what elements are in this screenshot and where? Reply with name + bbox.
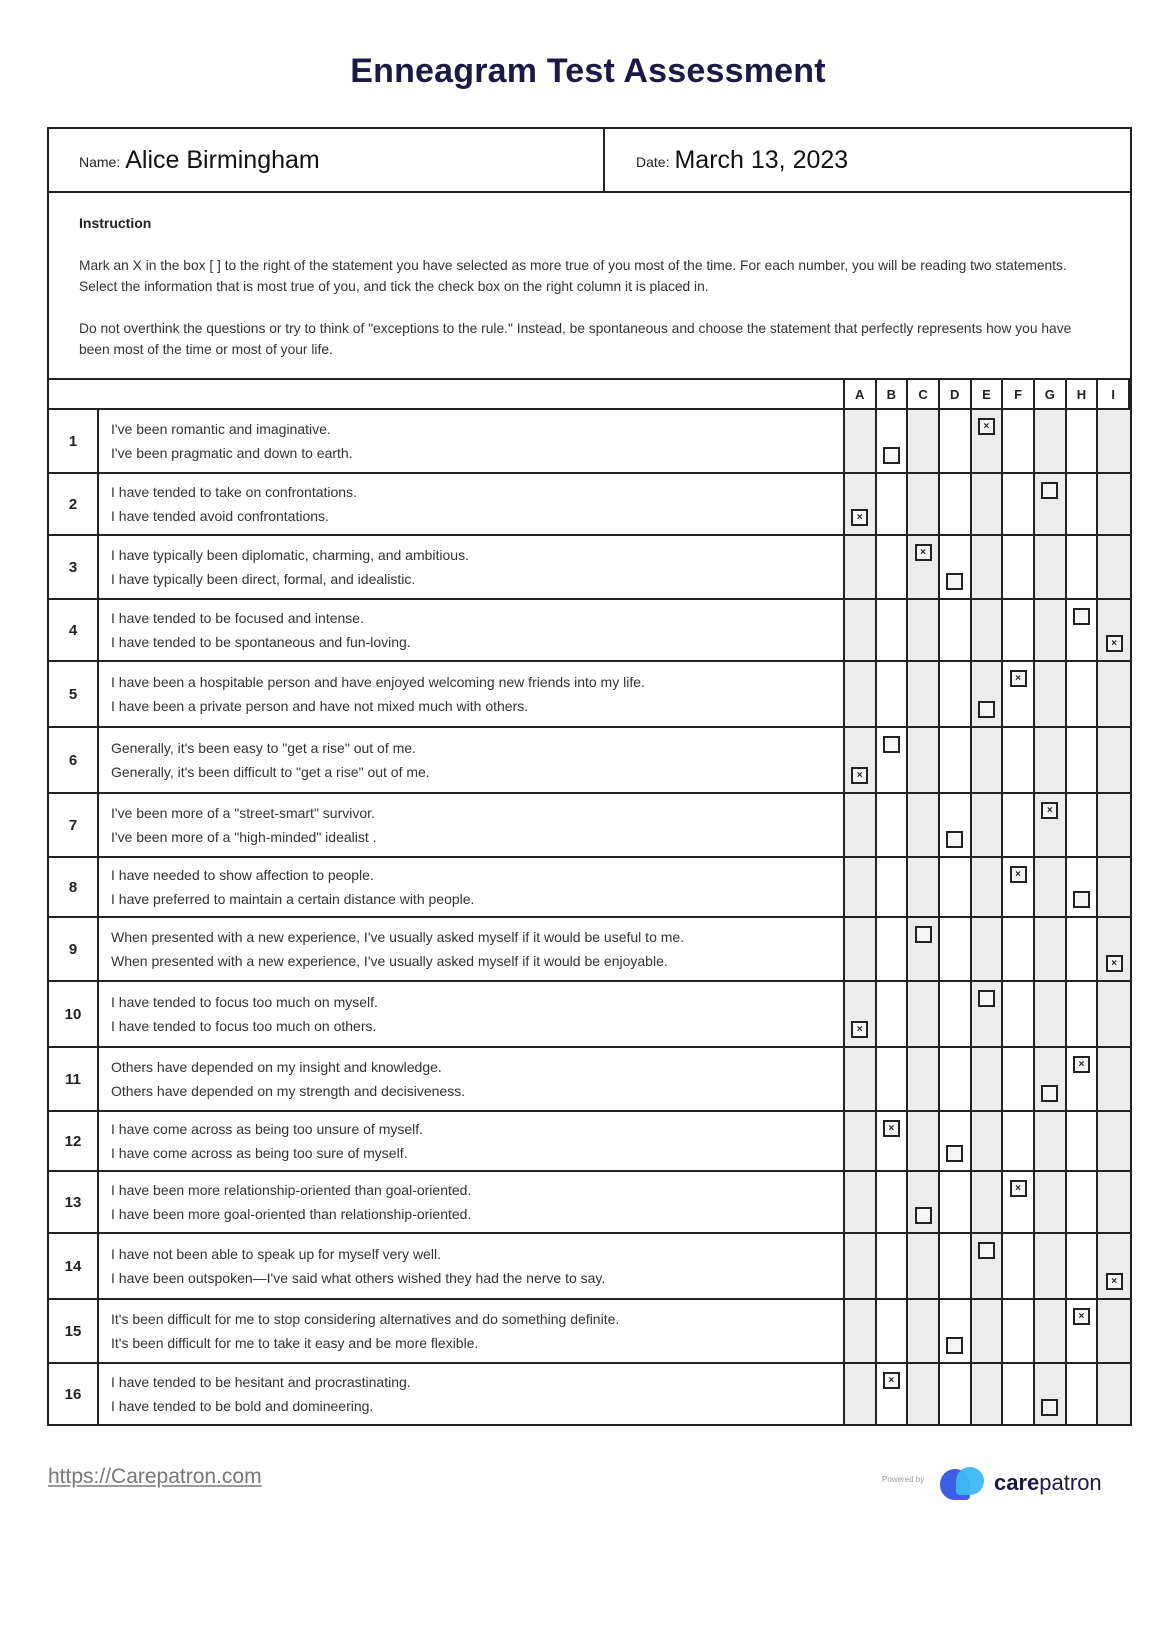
option-cell-f <box>1003 410 1035 474</box>
option-cell-i <box>1098 600 1130 662</box>
option-cell-h <box>1067 410 1099 474</box>
statement-second: It's been difficult for me to take it easy and be more flexible. <box>111 1335 479 1351</box>
option-cell-c <box>908 794 940 858</box>
statement-second: I have been more goal-oriented than relationship-oriented. <box>111 1206 472 1222</box>
instruction-section <box>49 193 1130 380</box>
option-cell-e <box>972 728 1004 794</box>
checked-checkbox-bottom[interactable] <box>1106 955 1123 972</box>
unchecked-checkbox-top[interactable] <box>883 736 900 753</box>
x-mark-icon: × <box>1078 1310 1085 1322</box>
statement-second: I have tended to be spontaneous and fun-loving. <box>111 634 411 650</box>
checked-checkbox-top[interactable] <box>1010 1180 1027 1197</box>
checked-checkbox-top[interactable] <box>915 544 932 561</box>
question-statements <box>99 600 845 662</box>
x-mark-icon: × <box>1046 804 1053 816</box>
unchecked-checkbox-bottom[interactable] <box>883 447 900 464</box>
option-cell-c <box>908 474 940 536</box>
question-statements <box>99 1364 845 1424</box>
question-number: 3 <box>49 536 99 600</box>
statement-second: I have been a private person and have not mixed much with others. <box>111 698 529 714</box>
checked-checkbox-top[interactable] <box>1073 1056 1090 1073</box>
statement-first: I have tended to focus too much on myself. <box>111 994 378 1010</box>
option-cell-b <box>877 982 909 1048</box>
option-cell-d <box>940 410 972 474</box>
option-cell-h <box>1067 536 1099 600</box>
question-number: 6 <box>49 728 99 794</box>
checked-checkbox-bottom[interactable] <box>851 509 868 526</box>
option-cell-a <box>845 1234 877 1300</box>
option-cell-i <box>1098 1172 1130 1234</box>
option-cell-a <box>845 600 877 662</box>
option-cell-g <box>1035 1300 1067 1364</box>
option-cell-g <box>1035 982 1067 1048</box>
column-header-a: A <box>845 380 877 410</box>
statement-first: I have come across as being too unsure of myself. <box>111 1121 424 1137</box>
option-cell-d <box>940 1364 972 1424</box>
checked-checkbox-bottom[interactable] <box>851 767 868 784</box>
unchecked-checkbox-bottom[interactable] <box>1041 1399 1058 1416</box>
question-number: 2 <box>49 474 99 536</box>
checked-checkbox-top[interactable] <box>1041 802 1058 819</box>
carepatron-logo[interactable] <box>940 1466 1102 1500</box>
question-statements <box>99 662 845 728</box>
option-cell-d <box>940 982 972 1048</box>
statement-second: When presented with a new experience, I've usually asked myself if it would be enjoyable. <box>111 953 668 969</box>
statement-first: I have been more relationship-oriented than goal-oriented. <box>111 1182 472 1198</box>
statement-second: I have tended to focus too much on others. <box>111 1018 377 1034</box>
x-mark-icon: × <box>920 546 926 558</box>
question-statements <box>99 474 845 536</box>
option-cell-e <box>972 918 1004 982</box>
option-cell-h <box>1067 1234 1099 1300</box>
option-cell-c <box>908 536 940 600</box>
option-cell-b <box>877 474 909 536</box>
option-cell-f <box>1003 662 1035 728</box>
option-cell-e <box>972 1172 1004 1234</box>
option-cell-b <box>877 1364 909 1424</box>
question-statements <box>99 1172 845 1234</box>
option-cell-f <box>1003 1172 1035 1234</box>
option-cell-e <box>972 1048 1004 1112</box>
option-cell-e <box>972 1234 1004 1300</box>
option-cell-c <box>908 1112 940 1172</box>
option-cell-h <box>1067 728 1099 794</box>
x-mark-icon: × <box>1111 1275 1118 1287</box>
option-cell-i <box>1098 1364 1130 1424</box>
name-label: Name: <box>79 154 121 170</box>
option-cell-i <box>1098 536 1130 600</box>
statement-second: I have tended avoid confrontations. <box>111 508 329 524</box>
option-cell-d <box>940 662 972 728</box>
column-header-h: H <box>1067 380 1099 410</box>
option-cell-c <box>908 1300 940 1364</box>
question-number: 4 <box>49 600 99 662</box>
option-cell-h <box>1067 794 1099 858</box>
option-cell-a <box>845 1172 877 1234</box>
x-mark-icon: × <box>856 1023 863 1035</box>
statement-first: I have tended to be hesitant and procrastinating. <box>111 1374 411 1390</box>
unchecked-checkbox-top[interactable] <box>1041 482 1058 499</box>
checked-checkbox-top[interactable] <box>883 1372 900 1389</box>
option-cell-h <box>1067 474 1099 536</box>
x-mark-icon: × <box>1111 957 1118 969</box>
option-cell-e <box>972 982 1004 1048</box>
x-mark-icon: × <box>856 511 863 523</box>
option-cell-a <box>845 1364 877 1424</box>
column-header-f: F <box>1003 380 1035 410</box>
option-cell-i <box>1098 1048 1130 1112</box>
option-cell-d <box>940 858 972 918</box>
option-cell-g <box>1035 918 1067 982</box>
powered-by-label: Powered by <box>882 1475 925 1484</box>
column-header-d: D <box>940 380 972 410</box>
statement-first: I've been romantic and imaginative. <box>111 421 331 437</box>
option-cell-i <box>1098 1300 1130 1364</box>
question-number: 13 <box>49 1172 99 1234</box>
x-mark-icon: × <box>1015 1182 1022 1194</box>
option-cell-g <box>1035 662 1067 728</box>
unchecked-checkbox-bottom[interactable] <box>946 1337 963 1354</box>
instruction-paragraph: Mark an X in the box [ ] to the right of the statement you have selected as more true of you most of the time. For each number, you will be reading two statements. Select the information that is most true of you, and tick the check box on the right column it is placed in. <box>79 258 1067 294</box>
option-cell-c <box>908 662 940 728</box>
date-label: Date: <box>636 154 670 170</box>
question-statements <box>99 1234 845 1300</box>
x-mark-icon: × <box>888 1122 895 1134</box>
column-header-g: G <box>1035 380 1067 410</box>
option-cell-f <box>1003 1234 1035 1300</box>
option-cell-b <box>877 1172 909 1234</box>
question-number: 8 <box>49 858 99 918</box>
option-cell-a <box>845 1048 877 1112</box>
option-cell-g <box>1035 1364 1067 1424</box>
option-cell-f <box>1003 1112 1035 1172</box>
statement-first: I have tended to take on confrontations. <box>111 484 357 500</box>
x-mark-icon: × <box>1015 868 1022 880</box>
carepatron-wordmark: carepatron <box>994 1470 1102 1495</box>
option-cell-f <box>1003 1364 1035 1424</box>
option-cell-f <box>1003 474 1035 536</box>
statement-second: I have tended to be bold and domineering. <box>111 1398 374 1414</box>
column-header-b: B <box>877 380 909 410</box>
option-cell-a <box>845 982 877 1048</box>
instruction-title: Instruction <box>79 215 152 231</box>
checked-checkbox-bottom[interactable] <box>1106 1273 1123 1290</box>
option-cell-a <box>845 794 877 858</box>
option-cell-e <box>972 474 1004 536</box>
checked-checkbox-top[interactable] <box>1010 670 1027 687</box>
option-cell-a <box>845 1112 877 1172</box>
option-cell-g <box>1035 536 1067 600</box>
statement-second: Generally, it's been difficult to "get a rise" out of me. <box>111 764 430 780</box>
option-cell-e <box>972 1112 1004 1172</box>
option-cell-d <box>940 728 972 794</box>
statement-second: I have come across as being too sure of myself. <box>111 1145 408 1161</box>
option-cell-b <box>877 794 909 858</box>
option-cell-e <box>972 1300 1004 1364</box>
option-cell-g <box>1035 858 1067 918</box>
x-mark-icon: × <box>856 769 863 781</box>
x-mark-icon: × <box>983 420 990 432</box>
unchecked-checkbox-top[interactable] <box>978 1242 995 1259</box>
option-cell-e <box>972 662 1004 728</box>
option-cell-h <box>1067 1172 1099 1234</box>
question-number: 7 <box>49 794 99 858</box>
option-cell-c <box>908 1048 940 1112</box>
option-cell-e <box>972 536 1004 600</box>
checked-checkbox-top[interactable] <box>1010 866 1027 883</box>
option-cell-d <box>940 474 972 536</box>
carepatron-link[interactable]: https://Carepatron.com <box>48 1465 262 1488</box>
statement-first: I have not been able to speak up for myself very well. <box>111 1246 441 1262</box>
option-cell-b <box>877 1112 909 1172</box>
option-cell-h <box>1067 858 1099 918</box>
option-cell-g <box>1035 728 1067 794</box>
option-cell-b <box>877 662 909 728</box>
option-cell-a <box>845 858 877 918</box>
checked-checkbox-top[interactable] <box>978 418 995 435</box>
option-cell-d <box>940 1172 972 1234</box>
option-cell-d <box>940 794 972 858</box>
option-cell-h <box>1067 918 1099 982</box>
option-cell-c <box>908 1364 940 1424</box>
option-cell-i <box>1098 858 1130 918</box>
option-cell-i <box>1098 918 1130 982</box>
option-cell-b <box>877 858 909 918</box>
question-number: 15 <box>49 1300 99 1364</box>
option-cell-c <box>908 918 940 982</box>
option-cell-b <box>877 918 909 982</box>
option-cell-f <box>1003 858 1035 918</box>
option-cell-e <box>972 1364 1004 1424</box>
option-cell-b <box>877 536 909 600</box>
option-cell-c <box>908 410 940 474</box>
question-number: 16 <box>49 1364 99 1424</box>
x-mark-icon: × <box>1111 637 1118 649</box>
option-cell-g <box>1035 1112 1067 1172</box>
option-cell-a <box>845 410 877 474</box>
question-number: 14 <box>49 1234 99 1300</box>
statement-second: I've been pragmatic and down to earth. <box>111 445 353 461</box>
unchecked-checkbox-bottom[interactable] <box>915 1207 932 1224</box>
question-statements <box>99 1112 845 1172</box>
question-statements <box>99 1048 845 1112</box>
option-cell-b <box>877 410 909 474</box>
question-number: 10 <box>49 982 99 1048</box>
option-cell-i <box>1098 662 1130 728</box>
instruction-paragraph: Do not overthink the questions or try to think of "exceptions to the rule." Instead, be spontaneous and choose the statement that perfectly represents how you have been most of the time or most of your life. <box>79 321 1072 357</box>
statement-first: Others have depended on my insight and knowledge. <box>111 1059 442 1075</box>
option-cell-d <box>940 1112 972 1172</box>
unchecked-checkbox-bottom[interactable] <box>1073 891 1090 908</box>
option-cell-d <box>940 1234 972 1300</box>
column-header-e: E <box>972 380 1004 410</box>
option-cell-i <box>1098 1234 1130 1300</box>
option-cell-b <box>877 1048 909 1112</box>
question-statements <box>99 1300 845 1364</box>
option-cell-g <box>1035 600 1067 662</box>
option-cell-f <box>1003 728 1035 794</box>
unchecked-checkbox-bottom[interactable] <box>946 831 963 848</box>
option-cell-g <box>1035 474 1067 536</box>
option-cell-g <box>1035 1048 1067 1112</box>
statement-first: It's been difficult for me to stop considering alternatives and do something definite. <box>111 1311 620 1327</box>
column-header-i: I <box>1098 380 1130 410</box>
carepatron-logo-icon <box>940 1466 988 1500</box>
option-cell-e <box>972 858 1004 918</box>
option-cell-d <box>940 918 972 982</box>
option-cell-c <box>908 728 940 794</box>
question-statements <box>99 536 845 600</box>
x-mark-icon: × <box>1015 672 1022 684</box>
option-cell-a <box>845 1300 877 1364</box>
option-cell-a <box>845 662 877 728</box>
option-cell-g <box>1035 410 1067 474</box>
option-cell-e <box>972 410 1004 474</box>
checked-checkbox-bottom[interactable] <box>851 1021 868 1038</box>
question-number: 1 <box>49 410 99 474</box>
statement-second: Others have depended on my strength and decisiveness. <box>111 1083 466 1099</box>
option-cell-i <box>1098 474 1130 536</box>
option-cell-h <box>1067 982 1099 1048</box>
unchecked-checkbox-bottom[interactable] <box>946 573 963 590</box>
option-cell-i <box>1098 728 1130 794</box>
page-title: Enneagram Test Assessment <box>350 52 826 90</box>
option-cell-h <box>1067 1300 1099 1364</box>
question-statements <box>99 410 845 474</box>
option-cell-f <box>1003 1300 1035 1364</box>
x-mark-icon: × <box>888 1374 895 1386</box>
option-cell-f <box>1003 982 1035 1048</box>
option-cell-c <box>908 1234 940 1300</box>
option-cell-b <box>877 728 909 794</box>
x-mark-icon: × <box>1078 1058 1085 1070</box>
option-cell-f <box>1003 794 1035 858</box>
option-cell-h <box>1067 662 1099 728</box>
unchecked-checkbox-top[interactable] <box>978 990 995 1007</box>
option-cell-e <box>972 794 1004 858</box>
option-cell-f <box>1003 918 1035 982</box>
question-number: 11 <box>49 1048 99 1112</box>
date-field[interactable] <box>605 129 1130 191</box>
option-cell-h <box>1067 1364 1099 1424</box>
question-statements <box>99 858 845 918</box>
name-field[interactable] <box>49 129 605 191</box>
option-cell-f <box>1003 600 1035 662</box>
statement-first: Generally, it's been easy to "get a rise" out of me. <box>111 740 416 756</box>
option-cell-d <box>940 600 972 662</box>
question-number: 5 <box>49 662 99 728</box>
option-cell-a <box>845 474 877 536</box>
unchecked-checkbox-top[interactable] <box>1073 608 1090 625</box>
unchecked-checkbox-bottom[interactable] <box>946 1145 963 1162</box>
question-statements <box>99 728 845 794</box>
column-header-c: C <box>908 380 940 410</box>
name-value: Alice Birmingham <box>125 145 320 174</box>
statement-first: I have needed to show affection to people. <box>111 867 374 883</box>
question-statements <box>99 794 845 858</box>
unchecked-checkbox-bottom[interactable] <box>978 701 995 718</box>
header-row <box>49 129 1130 193</box>
column-header-spacer <box>49 380 845 410</box>
option-cell-e <box>972 600 1004 662</box>
statement-second: I've been more of a "high-minded" idealist . <box>111 829 377 845</box>
option-cell-h <box>1067 1112 1099 1172</box>
option-cell-i <box>1098 794 1130 858</box>
option-cell-i <box>1098 1112 1130 1172</box>
checked-checkbox-top[interactable] <box>883 1120 900 1137</box>
option-cell-b <box>877 1300 909 1364</box>
option-cell-d <box>940 536 972 600</box>
option-cell-c <box>908 600 940 662</box>
option-cell-h <box>1067 1048 1099 1112</box>
question-number: 9 <box>49 918 99 982</box>
question-table <box>49 380 1130 1424</box>
question-statements <box>99 982 845 1048</box>
option-cell-c <box>908 858 940 918</box>
option-cell-b <box>877 1234 909 1300</box>
statement-first: I have tended to be focused and intense. <box>111 610 364 626</box>
option-cell-g <box>1035 794 1067 858</box>
option-cell-g <box>1035 1234 1067 1300</box>
option-cell-g <box>1035 1172 1067 1234</box>
option-cell-b <box>877 600 909 662</box>
option-cell-a <box>845 536 877 600</box>
statement-first: I have typically been diplomatic, charming, and ambitious. <box>111 547 469 563</box>
checked-checkbox-top[interactable] <box>1073 1308 1090 1325</box>
statement-second: I have been outspoken—I've said what others wished they had the nerve to say. <box>111 1270 606 1286</box>
option-cell-d <box>940 1300 972 1364</box>
statement-first: I've been more of a "street-smart" survivor. <box>111 805 375 821</box>
option-cell-f <box>1003 536 1035 600</box>
unchecked-checkbox-bottom[interactable] <box>1041 1085 1058 1102</box>
option-cell-a <box>845 918 877 982</box>
option-cell-d <box>940 1048 972 1112</box>
unchecked-checkbox-top[interactable] <box>915 926 932 943</box>
assessment-form <box>47 127 1132 1426</box>
option-cell-c <box>908 982 940 1048</box>
option-cell-a <box>845 728 877 794</box>
option-cell-i <box>1098 410 1130 474</box>
checked-checkbox-bottom[interactable] <box>1106 635 1123 652</box>
statement-first: I have been a hospitable person and have enjoyed welcoming new friends into my life. <box>111 674 645 690</box>
question-statements <box>99 918 845 982</box>
statement-first: When presented with a new experience, I've usually asked myself if it would be useful to me. <box>111 929 685 945</box>
statement-second: I have typically been direct, formal, and idealistic. <box>111 571 416 587</box>
statement-second: I have preferred to maintain a certain distance with people. <box>111 891 475 907</box>
option-cell-i <box>1098 982 1130 1048</box>
question-number: 12 <box>49 1112 99 1172</box>
option-cell-c <box>908 1172 940 1234</box>
option-cell-f <box>1003 1048 1035 1112</box>
option-cell-h <box>1067 600 1099 662</box>
date-value: March 13, 2023 <box>674 145 849 174</box>
